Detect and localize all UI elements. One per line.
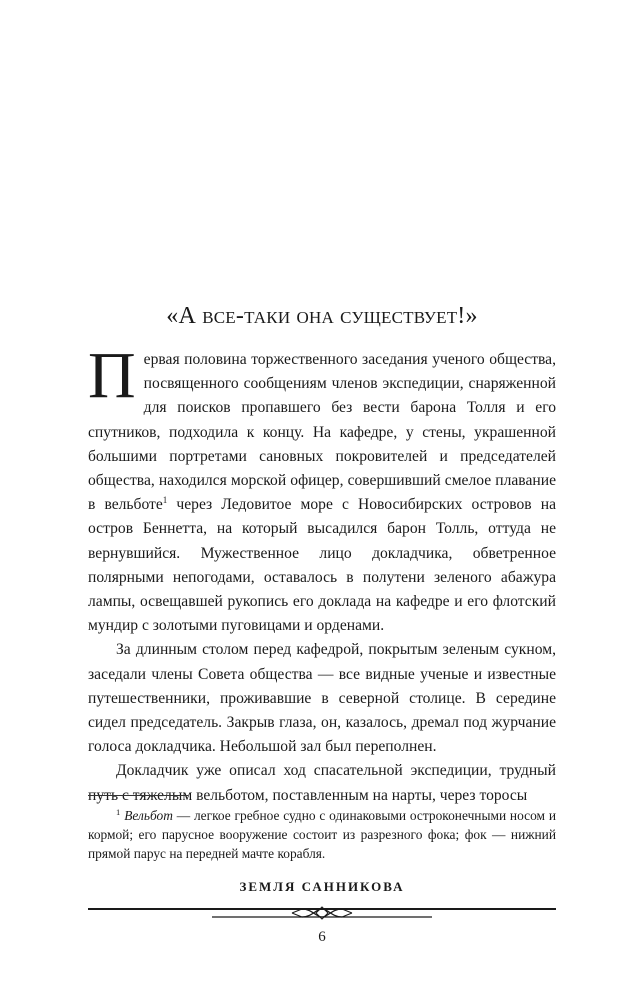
paragraph-2: За длинным столом перед кафедрой, покрытым зеленым сукном, заседали члены Совета общества — все видные ученые и известные путешественники, проживавшие в северной столице. В середине сидел председатель. Закрыв глаза, он, казалось, дремал под журчание голоса докладчика. Небольшой зал был переполнен. [88,641,556,756]
running-title: ЗЕМЛЯ САННИКОВА [239,879,405,894]
page-number: 6 [318,929,326,945]
paragraph-1-text-a: ервая половина торжественного заседания ученого общества, посвященного сообщениям членов экспедиции, снаряженной для поисков пропавшего без вести барона Толля и его спутников, подходила к концу. На кафедре, у стены, украшенной большими портретами сановных покровителей и председателей общества, находился морской офицер, совершивший смелое плавание в вельботе [88,351,556,514]
paragraph-1-text-b: через Ледовитое море с Новосибирских островов на остров Беннетта, на который высадился барон Толль, оттуда не вернувшийся. Мужественное лицо докладчика, обветренное полярными непогодами, оставалось в полутени зеленого абажура лампы, освещавшей рукопись его доклада на кафедре и его флотский мундир с золотыми пуговицами и орденами. [88,496,557,635]
chapter-title: «А все-таки она существует!» [166,303,478,329]
main-text [88,339,557,808]
paragraph-1 [88,339,557,638]
footnote-separator [88,795,188,796]
footnote-text: — легкое гребное судно с одинаковыми остроконечными носом и кормой; его парусное вооружение состоит из разрезного фока; фок — нижний прямой парус на передней мачте корабля. [88,808,556,861]
ornament-icon [88,903,556,925]
footnote-mark: 1 [116,806,121,817]
footnote-reference[interactable]: 1 [162,495,168,506]
paragraph-3: Докладчик уже описал ход спасательной экспедиции, трудный путь с тяжелым вельботом, поставленным на нарты, через торосы [88,762,556,804]
footnote [88,806,556,863]
footnote-term: Вельбот [124,808,173,823]
drop-cap: П [88,339,136,412]
